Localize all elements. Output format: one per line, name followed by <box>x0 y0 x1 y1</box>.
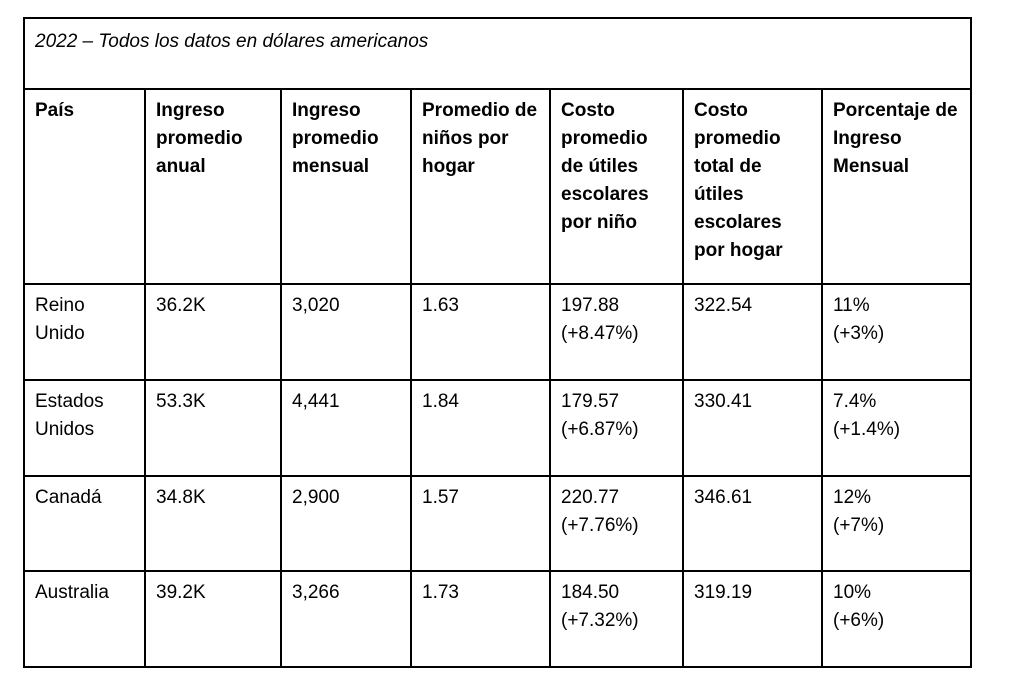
costo-cambio: (+7.32%) <box>561 610 639 631</box>
caption-row <box>24 18 971 89</box>
header-pais: País <box>24 89 145 284</box>
table-row <box>24 476 971 571</box>
cell-promedio-ninos: 1.63 <box>411 284 550 380</box>
header-porcentaje-ingreso: Porcentaje de Ingreso Mensual <box>822 89 971 284</box>
header-costo-por-nino: Costo promedio de útiles escolares por niño <box>550 89 683 284</box>
data-table <box>23 17 972 668</box>
cell-costo-por-hogar: 319.19 <box>683 571 822 667</box>
cell-ingreso-anual: 34.8K <box>145 476 281 571</box>
header-row <box>24 89 971 284</box>
cell-costo-por-nino <box>550 476 683 571</box>
table-row <box>24 380 971 476</box>
cell-porcentaje-ingreso <box>822 476 971 571</box>
costo-valor: 197.88 <box>561 295 620 316</box>
porcentaje-valor: 7.4% <box>833 391 877 412</box>
cell-porcentaje-ingreso <box>822 380 971 476</box>
cell-costo-por-hogar: 346.61 <box>683 476 822 571</box>
porcentaje-valor: 12% <box>833 487 872 508</box>
costo-valor: 220.77 <box>561 487 620 508</box>
header-ingreso-mensual: Ingreso promedio mensual <box>281 89 411 284</box>
cell-ingreso-mensual: 3,020 <box>281 284 411 380</box>
cell-ingreso-mensual: 2,900 <box>281 476 411 571</box>
porcentaje-cambio: (+1.4%) <box>833 419 901 440</box>
table-row <box>24 571 971 667</box>
header-ingreso-anual: Ingreso promedio anual <box>145 89 281 284</box>
cell-ingreso-anual: 39.2K <box>145 571 281 667</box>
cell-costo-por-nino <box>550 380 683 476</box>
cell-costo-por-hogar: 330.41 <box>683 380 822 476</box>
table-row <box>24 284 971 380</box>
cell-pais: Canadá <box>24 476 145 571</box>
costo-cambio: (+7.76%) <box>561 515 639 536</box>
porcentaje-cambio: (+7%) <box>833 515 885 536</box>
cell-ingreso-mensual: 4,441 <box>281 380 411 476</box>
porcentaje-valor: 10% <box>833 582 872 603</box>
costo-valor: 184.50 <box>561 582 620 603</box>
costo-cambio: (+8.47%) <box>561 323 639 344</box>
costo-valor: 179.57 <box>561 391 620 412</box>
cell-promedio-ninos: 1.57 <box>411 476 550 571</box>
cell-ingreso-mensual: 3,266 <box>281 571 411 667</box>
cell-pais: Australia <box>24 571 145 667</box>
table-caption: 2022 – Todos los datos en dólares americanos <box>24 18 971 89</box>
cell-promedio-ninos: 1.73 <box>411 571 550 667</box>
cell-costo-por-nino <box>550 284 683 380</box>
cell-porcentaje-ingreso <box>822 571 971 667</box>
cell-ingreso-anual: 36.2K <box>145 284 281 380</box>
header-promedio-ninos: Promedio de niños por hogar <box>411 89 550 284</box>
cell-pais: Reino Unido <box>24 284 145 380</box>
porcentaje-cambio: (+3%) <box>833 323 885 344</box>
cell-ingreso-anual: 53.3K <box>145 380 281 476</box>
cell-pais: Estados Unidos <box>24 380 145 476</box>
cell-promedio-ninos: 1.84 <box>411 380 550 476</box>
cell-porcentaje-ingreso <box>822 284 971 380</box>
cell-costo-por-hogar: 322.54 <box>683 284 822 380</box>
header-costo-por-hogar: Costo promedio total de útiles escolares por hogar <box>683 89 822 284</box>
costo-cambio: (+6.87%) <box>561 419 639 440</box>
porcentaje-cambio: (+6%) <box>833 610 885 631</box>
porcentaje-valor: 11% <box>833 295 870 316</box>
cell-costo-por-nino <box>550 571 683 667</box>
